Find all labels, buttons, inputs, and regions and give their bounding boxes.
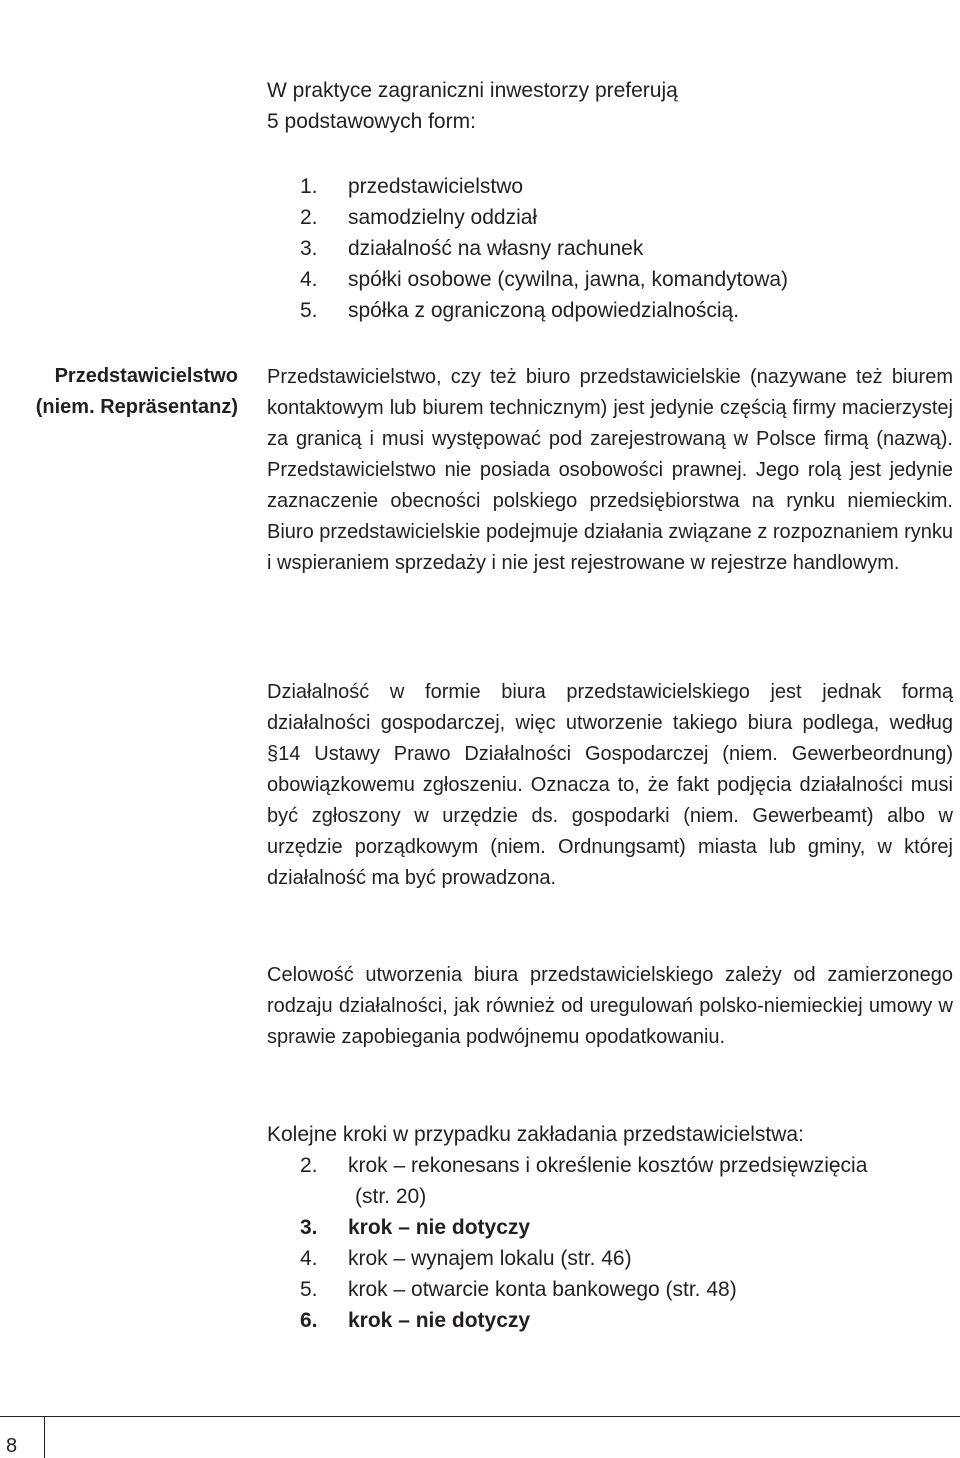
- page-number: 8: [6, 1435, 18, 1457]
- list-text: przedstawicielstwo: [348, 175, 524, 198]
- sidebar-heading-line-1: Przedstawicielstwo: [54, 365, 238, 387]
- step-number: 2.: [300, 1154, 318, 1177]
- list-number: 1.: [300, 175, 318, 198]
- list-number: 2.: [300, 206, 318, 229]
- step-item: [300, 1243, 867, 1274]
- intro-line-1: W praktyce zagraniczni inwestorzy preferują: [267, 79, 678, 102]
- list-item: [300, 233, 788, 264]
- step-number: 6.: [300, 1309, 318, 1332]
- steps-list: [300, 1150, 867, 1336]
- step-text: krok – wynajem lokalu (str. 46): [348, 1247, 632, 1270]
- paragraph-registration: Działalność w formie biura przedstawicielskiego jest jednak formą działalności gospodarczej, więc utworzenie takiego biura podlega, według §14 Ustawy Prawo Działalności Gospodarczej (niem. Gewerbeordnung) obowiązkowemu zgłoszeniu. Oznacza to, że fakt podjęcia działalności musi być zgłoszony w urzędzie ds. gospodarki (niem. Gewerbeamt) albo w urzędzie porządkowym (niem. Ordnungsamt) miasta lub gminy, w której działalność ma być prowadzona.: [267, 681, 953, 889]
- intro-text: [267, 75, 747, 137]
- step-continuation: (str. 20): [355, 1185, 427, 1208]
- step-text: krok – otwarcie konta bankowego (str. 48): [348, 1278, 737, 1301]
- step-item: [300, 1305, 867, 1336]
- step-number: 3.: [300, 1216, 318, 1239]
- footer-vertical-divider: [44, 1416, 45, 1458]
- step-item: [300, 1274, 867, 1305]
- list-text: samodzielny oddział: [348, 206, 538, 229]
- list-text: spółki osobowe (cywilna, jawna, komandytowa): [348, 268, 789, 291]
- list-number: 5.: [300, 299, 318, 322]
- list-text: spółka z ograniczoną odpowiedzialnością.: [348, 299, 740, 322]
- steps-title: Kolejne kroki w przypadku zakładania przedstawicielstwa:: [267, 1123, 804, 1146]
- step-item: [300, 1212, 867, 1243]
- list-item: [300, 264, 788, 295]
- sidebar-heading-line-2: (niem. Repräsentanz): [35, 396, 238, 418]
- step-number: 5.: [300, 1278, 318, 1301]
- list-item: [300, 295, 788, 326]
- list-item: [300, 171, 788, 202]
- footer-divider: [0, 1416, 960, 1417]
- intro-line-2: 5 podstawowych form:: [267, 110, 476, 133]
- list-text: działalność na własny rachunek: [348, 237, 644, 260]
- sidebar-heading: [0, 361, 238, 423]
- step-text: krok – nie dotyczy: [348, 1309, 531, 1332]
- step-item: [300, 1150, 867, 1181]
- forms-list: [300, 171, 788, 326]
- step-text: krok – nie dotyczy: [348, 1216, 531, 1239]
- step-text: krok – rekonesans i określenie kosztów przedsięwzięcia: [348, 1154, 868, 1177]
- list-item: [300, 202, 788, 233]
- list-number: 3.: [300, 237, 318, 260]
- step-number: 4.: [300, 1247, 318, 1270]
- list-number: 4.: [300, 268, 318, 291]
- paragraph-purpose: Celowość utworzenia biura przedstawicielskiego zależy od zamierzonego rodzaju działalności, jak również od uregulowań polsko-niemieckiej umowy w sprawie zapobiegania podwójnemu opodatkowaniu.: [267, 964, 953, 1048]
- paragraph-representation: Przedstawicielstwo, czy też biuro przedstawicielskie (nazywane też biurem kontaktowym lub biurem technicznym) jest jedynie częścią firmy macierzystej za granicą i musi występować pod zarejestrowaną w Polsce firmą (nazwą). Przedstawicielstwo nie posiada osobowości prawnej. Jego rolą jest jedynie zaznaczenie obecności polskiego przedsiębiorstwa na rynku niemieckim. Biuro przedstawicielskie podejmuje działania związane z rozpoznaniem rynku i wspieraniem sprzedaży i nie jest rejestrowane w rejestrze handlowym.: [267, 366, 953, 574]
